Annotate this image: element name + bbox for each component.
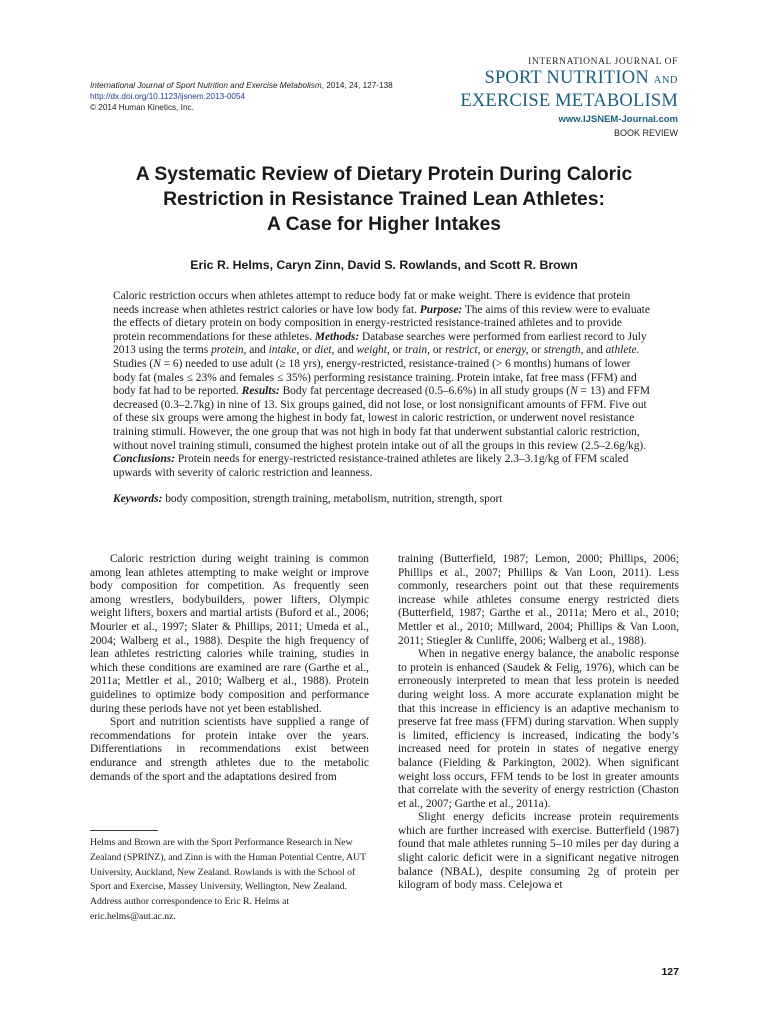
keywords-text: body composition, strength training, metabolism, nutrition, strength, sport xyxy=(162,493,503,506)
search-term: intake, xyxy=(268,344,300,357)
search-term: weight, xyxy=(356,344,390,357)
body-paragraph: When in negative energy balance, the anabolic response to protein is enhanced (Saudek & Felig, 1976), which can be erroneously interpreted to mean that less protein is needed during weight loss. A more accurate explanation might be that this increase in efficiency is an adaptive mechanism to preserve fat free mass (FFM) during starvation. When supply is limited, efficiency is increased, indicating the body’s increased need for protein in states of negative energy balance (Fielding & Parkington, 2002). When significant weight loss occurs, FFM tends to be lost in greater amounts that correlate with the severity of energy restriction (Chaston et al., 2007; Garthe et al., 2011a). xyxy=(398,648,679,810)
masthead-sport-nutrition: SPORT NUTRITION xyxy=(484,68,649,88)
doi-link[interactable]: http://dx.doi.org/10.1123/ijsnem.2013-0054 xyxy=(90,92,246,101)
section-label: BOOK REVIEW xyxy=(613,128,678,138)
conclusions-text: Protein needs for energy-restricted resistance-trained athletes are likely 2.3–3.1g/kg of FFM scaled upwards with severity of caloric restriction and leanness. xyxy=(113,453,629,479)
purpose-text: The aims of this review were to evaluate the effects of dietary protein on body composition in energy-restricted resistance-trained athletes and to provide protein recommendations for these athletes. xyxy=(113,303,650,343)
copyright: © 2014 Human Kinetics, Inc. xyxy=(90,103,194,112)
connector: or xyxy=(480,344,496,357)
body-paragraph: training (Butterfield, 1987; Lemon, 2000; Phillips, 2006; Phillips et al., 2007; Phillips & Van Loon, 2011). Less commonly, researchers point out that these requirements increase while athletes consume energy restricted diets (Butterfield, 1987; Garthe et al., 2011a; Mero et al., 2010; Mettler et al., 2010; Millward, 2004; Phillips & Van Loon, 2011; Stiegler & Cunliffe, 2006; Walberg et al., 1988). xyxy=(398,553,679,647)
connector: and xyxy=(246,344,269,357)
search-term: athlete. xyxy=(605,344,640,357)
masthead-line2 xyxy=(418,68,678,91)
title-line-3: A Case for Higher Intakes xyxy=(267,214,501,235)
search-term: train, xyxy=(404,344,430,357)
studies-text: Studies ( xyxy=(113,357,154,370)
conclusions-label: Conclusions: xyxy=(113,453,176,466)
masthead-line1: INTERNATIONAL JOURNAL OF xyxy=(528,57,678,67)
abstract xyxy=(113,290,656,507)
search-term: diet, xyxy=(314,344,335,357)
page-number: 127 xyxy=(661,966,679,978)
footnote-divider xyxy=(90,830,158,831)
body-column-right xyxy=(398,553,679,893)
journal-url[interactable]: www.IJSNEM-Journal.com xyxy=(558,114,678,125)
connector: and xyxy=(334,344,357,357)
connector: or xyxy=(389,344,405,357)
masthead-line3: EXERCISE METABOLISM xyxy=(460,91,678,111)
methods-text: Database searches were performed from earliest record to July 2013 using the terms xyxy=(113,330,647,357)
masthead-and: AND xyxy=(653,75,678,86)
title-line-2: Restriction in Resistance Trained Lean Athletes: xyxy=(163,189,605,210)
connector: and xyxy=(583,344,606,357)
studies-text: = 6) needed to use adult (≥ 18 yrs), energy-restricted, resistance-trained (> 6 months) humans of lower body fat (males ≤ 23% and females ≤ 35%) performing resistance training. Protein intake, fat free mass (FFM) and body fat had to be reported. xyxy=(113,357,637,398)
search-term: protein, xyxy=(211,344,247,357)
body-column-left xyxy=(90,553,369,784)
title-line-1: A Systematic Review of Dietary Protein During Caloric xyxy=(135,164,633,185)
volume-pages: , 2014, 24, 127-138 xyxy=(321,81,393,90)
results-text: Body fat percentage decreased (0.5–6.6%) in all study groups ( xyxy=(279,385,571,398)
search-term: restrict, xyxy=(445,344,481,357)
author-list: Eric R. Helms, Caryn Zinn, David S. Rowlands, and Scott R. Brown xyxy=(190,258,578,272)
abstract-body xyxy=(113,290,656,480)
body-paragraph: Slight energy deficits increase protein requirements which are further increased with exercise. Butterfield (1987) found that male athletes running 5–10 miles per day during a slight caloric deficit were in a significant negative nitrogen balance (NBAL), despite consuming 2g of protein per kilogram of body mass. Celejowa et xyxy=(398,811,679,892)
connector: or xyxy=(299,344,315,357)
connector: or xyxy=(528,344,544,357)
search-term: energy, xyxy=(495,344,529,357)
n-symbol: N xyxy=(153,357,161,370)
keywords xyxy=(113,493,656,507)
journal-name: International Journal of Sport Nutrition and Exercise Metabolism xyxy=(90,81,322,90)
purpose-label: Purpose: xyxy=(419,303,463,316)
search-term: strength, xyxy=(543,344,584,357)
journal-masthead xyxy=(418,56,678,139)
author-affiliation-footnote: Helms and Brown are with the Sport Performance Research in New Zealand (SPRINZ), and Zinn is with the Human Potential Centre, AUT University, Auckland, New Zealand. Rowlands is with the School of Sport and Exercise, Massey University, Wellington, New Zealand. Address author correspondence to Eric R. Helms at eric.helms@aut.ac.nz. xyxy=(90,837,366,922)
body-paragraph: Caloric restriction during weight training is common among lean athletes attempting to make weight or improve body composition for competition. As frequently seen among wrestlers, bodybuilders, power lifters, Olympic weight lifters, boxers and martial artists (Buford et al., 2006; Mourier et al., 1997; Slater & Phillips, 2011; Umeda et al., 2004; Walberg et al., 1988). Despite the high frequency of lean athletes restricting calories while training, studies in which these conditions are examined are rare (Garthe et al., 2011a; Mettler et al., 2010; Walberg et al., 1988). Protein guidelines to optimize body composition and performance during these periods have not yet been established. xyxy=(90,553,369,715)
citation-block xyxy=(90,80,450,113)
body-paragraph: Sport and nutrition scientists have supplied a range of recommendations for protein intake over the years. Differentiations in recommendations exist between endurance and strength athletes due to the metabolic demands of the sport and the adaptations desired from xyxy=(90,716,369,783)
connector: or xyxy=(429,344,446,357)
results-label: Results: xyxy=(241,385,280,398)
keywords-label: Keywords: xyxy=(113,493,163,506)
article-title xyxy=(60,162,708,237)
citation-line xyxy=(90,80,450,91)
abstract-intro: Caloric restriction occurs when athletes attempt to reduce body fat or make weight. There is evidence that protein needs increase when athletes restrict calories or have low body fat. xyxy=(113,290,631,316)
methods-label: Methods: xyxy=(314,330,360,343)
results-text: = 13) and FFM decreased (0.3–2.7kg) in nine of 13. Six groups gained, did not lose, or lost nonsignificant amounts of FFM. Five out of these six groups were among the highest in body fat, lowest in caloric restriction, or underwent novel resistance training stimuli. However, the one group that was not high in body fat that underwent substantial caloric restriction, without novel training stimuli, consumed the highest protein intake out of all the groups in this review (2.5–2.6g/kg). xyxy=(113,385,650,452)
n-symbol: N xyxy=(570,385,578,398)
